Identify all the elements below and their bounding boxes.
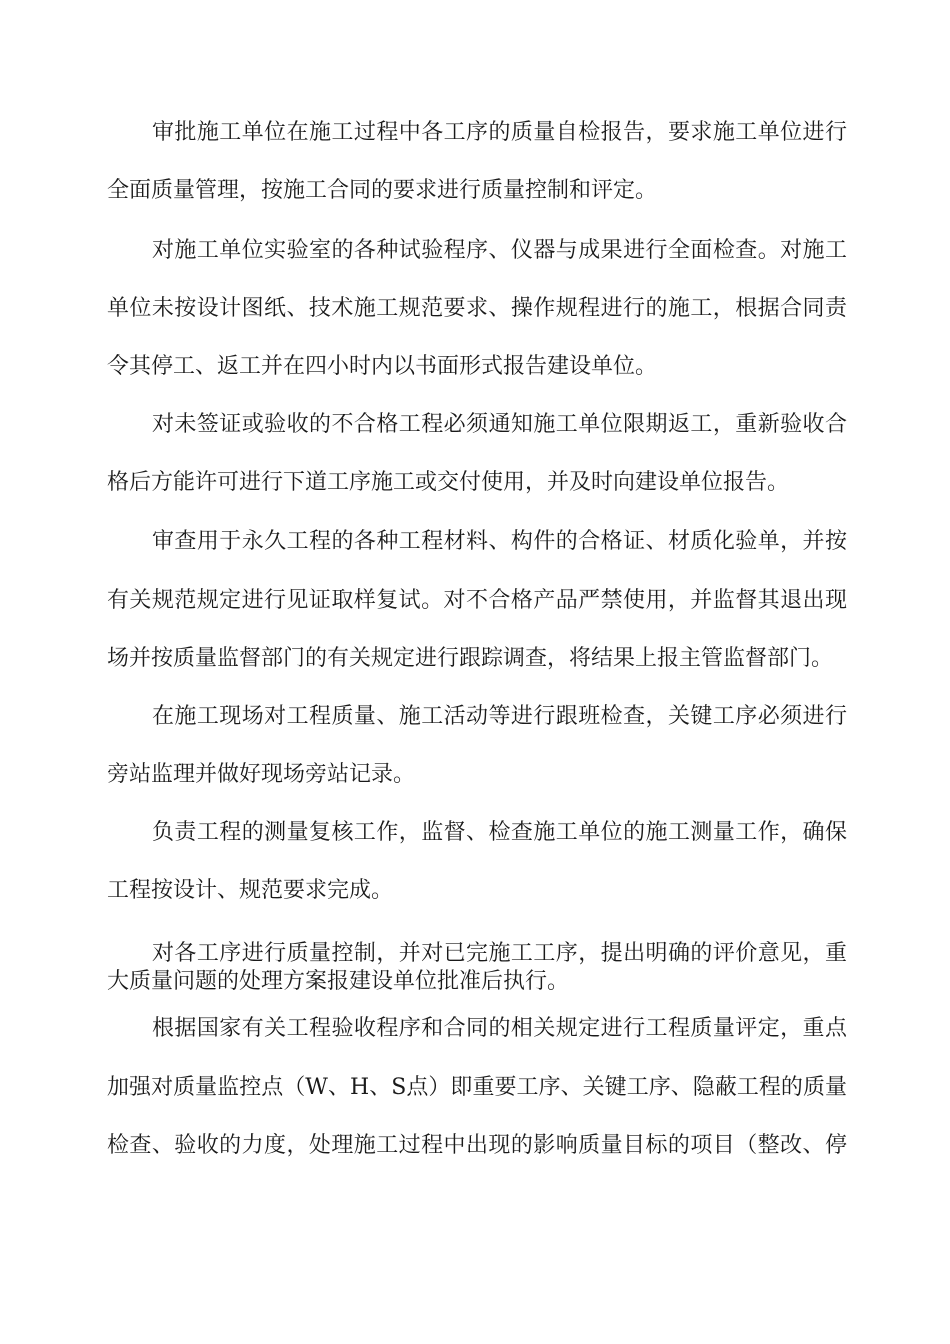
text-line: 对未签证或验收的不合格工程必须通知施工单位限期返工，重新验收合 (152, 412, 847, 437)
text-line: 根据国家有关工程验收程序和合同的相关规定进行工程质量评定，重点 (152, 1016, 847, 1041)
text-line: 对施工单位实验室的各种试验程序、仪器与成果进行全面检查。对施工 (152, 238, 847, 263)
text-line: 检查、验收的力度，处理施工过程中出现的影响质量目标的项目（整改、停 (107, 1133, 847, 1158)
text-line: 令其停工、返工并在四小时内以书面形式报告建设单位。 (107, 354, 658, 379)
text-line: 工程按设计、规范要求完成。 (107, 878, 394, 903)
text-line: 对各工序进行质量控制，并对已完施工工序，提出明确的评价意见，重 (152, 941, 847, 966)
text-line: 大质量问题的处理方案报建设单位批准后执行。 (107, 969, 570, 994)
text-line: 场并按质量监督部门的有关规定进行跟踪调查，将结果上报主管监督部门。 (107, 646, 834, 671)
text-line: 加强对质量监控点（W、H、S点）即重要工序、关键工序、隐蔽工程的质量 (107, 1075, 847, 1100)
text-line: 旁站监理并做好现场旁站记录。 (107, 762, 416, 787)
text-line: 在施工现场对工程质量、施工活动等进行跟班检查，关键工序必须进行 (152, 704, 847, 729)
text-line: 有关规范规定进行见证取样复试。对不合格产品严禁使用，并监督其退出现 (107, 588, 847, 613)
text-line: 单位未按设计图纸、技术施工规范要求、操作规程进行的施工，根据合同责 (107, 296, 847, 321)
text-line: 格后方能许可进行下道工序施工或交付使用，并及时向建设单位报告。 (107, 470, 790, 495)
text-line: 负责工程的测量复核工作，监督、检查施工单位的施工测量工作，确保 (152, 820, 847, 845)
text-line: 审批施工单位在施工过程中各工序的质量自检报告，要求施工单位进行 (152, 120, 847, 145)
text-line: 审查用于永久工程的各种工程材料、构件的合格证、材质化验单，并按 (152, 529, 847, 554)
text-line: 全面质量管理，按施工合同的要求进行质量控制和评定。 (107, 178, 658, 203)
